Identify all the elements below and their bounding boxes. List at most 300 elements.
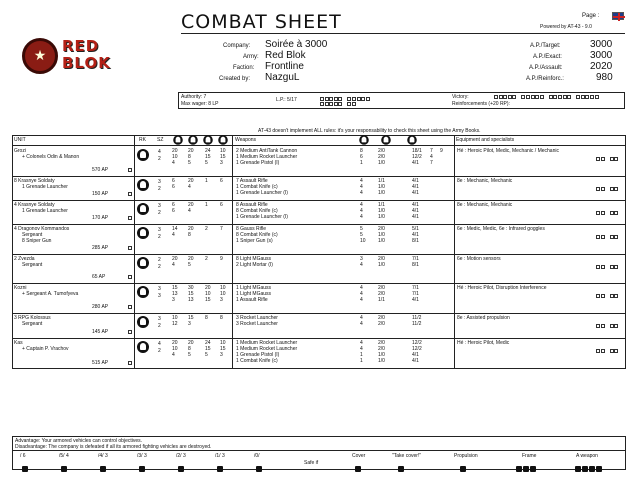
unit-sub: + Sergeant A. Tumofyeva — [22, 291, 79, 297]
unit-stat: 15 — [205, 297, 211, 303]
unit-damage-boxes[interactable] — [575, 156, 619, 161]
weapon-name: 1 Grenade Pistol (I) — [236, 160, 280, 166]
weapon-stat: 2/0 — [378, 154, 385, 160]
weapon-stat: 8 — [360, 148, 363, 154]
unit-rank-icon — [137, 286, 149, 298]
created-label: Created by: — [219, 76, 251, 82]
unit-stat: 20 — [205, 285, 211, 291]
lp-checkboxes[interactable] — [320, 96, 380, 106]
unit-sz: 2 — [158, 234, 161, 240]
unit-stat: 15 — [220, 346, 226, 352]
take-cover-dice — [398, 460, 405, 478]
weapon-stat: 2/0 — [378, 346, 385, 352]
col-weapons: Weapons — [235, 137, 257, 143]
unit-stat: 8 — [188, 346, 191, 352]
unit-ap: 170 AP — [92, 215, 109, 221]
unit-stat: 7 — [220, 226, 223, 232]
weapon-stat: 7 — [430, 148, 433, 154]
unit-ap: 280 AP — [92, 304, 109, 310]
ap-assault-label: A.P./Assault: — [529, 65, 563, 71]
weapon-name: 2 Medium AntiTank Cannon — [236, 148, 298, 154]
weapon-stat: 4/1 — [412, 208, 419, 214]
weapon-stat: 1/0 — [378, 184, 385, 190]
unit-sub: 1 Grenade Launcher — [22, 208, 68, 214]
unit-checkbox[interactable] — [128, 246, 132, 250]
range-dice — [256, 460, 263, 478]
propulsion-label: Propulsion — [454, 453, 478, 459]
weapon-stat: 9 — [440, 148, 443, 154]
unit-stat: 4 — [172, 352, 175, 358]
unit-sub: Sergeant — [22, 262, 43, 268]
unit-damage-boxes[interactable] — [575, 186, 619, 191]
unit-stat: 20 — [188, 202, 194, 208]
unit-sz: 2 — [158, 323, 161, 329]
range-dice — [22, 460, 29, 478]
unit-stat: 10 — [220, 285, 226, 291]
range-label: /0/ — [254, 453, 260, 459]
weapon-name: 1 Light MGauss — [236, 291, 272, 297]
unit-ap: 285 AP — [92, 245, 109, 251]
unit-stat: 10 — [205, 291, 211, 297]
unit-damage-boxes[interactable] — [575, 293, 619, 298]
col-unit: UNIT — [14, 137, 26, 143]
company-label: Company: — [223, 43, 251, 49]
safe-if-label: Safe if — [304, 460, 319, 466]
range-dice — [100, 460, 107, 478]
unit-damage-boxes[interactable] — [575, 348, 619, 353]
weapon-stat: 1/0 — [378, 190, 385, 196]
a-weapon-label: A weapon — [576, 453, 598, 459]
unit-stat: 5 — [205, 352, 208, 358]
unit-name: Kozni — [14, 285, 27, 291]
unit-equipment: 8e : Assisted propulsion — [457, 315, 510, 321]
weapon-stat: 1/0 — [378, 238, 385, 244]
unit-stat: 5 — [188, 160, 191, 166]
weapon-stat: 2/0 — [378, 321, 385, 327]
lp-value: L.P.: 5/17 — [276, 97, 297, 103]
unit-damage-boxes[interactable] — [575, 210, 619, 215]
unit-sz: 2 — [158, 264, 161, 270]
unit-rank-icon — [137, 149, 149, 161]
unit-sub2: 8 Sniper Gun — [22, 238, 52, 244]
unit-rank-icon — [137, 203, 149, 215]
frame-dice — [516, 460, 537, 478]
weapon-name: 1 Medium Rocket Launcher — [236, 340, 298, 346]
unit-stat: 15 — [205, 346, 211, 352]
range-label: /4/ 3 — [98, 453, 108, 459]
star-icon: ★ — [33, 47, 47, 63]
weapon-stat: 4 — [360, 208, 363, 214]
weapon-name: 1 Light MGauss — [236, 285, 272, 291]
weapon-stat: 4 — [360, 297, 363, 303]
unit-stat: 10 — [172, 154, 178, 160]
weapon-name: 1 Medium Rocket Launcher — [236, 346, 298, 352]
weapon-stat: 5 — [360, 226, 363, 232]
logo-emblem — [22, 38, 58, 74]
notice: AT-43 doesn't implement ALL rules: it's your responsability to check this sheet using the Army Books. — [258, 128, 481, 134]
unit-stat: 10 — [220, 148, 226, 154]
unit-stat: 20 — [188, 148, 194, 154]
unit-stat: 20 — [172, 256, 178, 262]
unit-stat: 10 — [172, 346, 178, 352]
unit-rank-icon — [137, 227, 149, 239]
weapon-stat: 7/1 — [412, 285, 419, 291]
unit-name: Kas — [14, 340, 23, 346]
ap-target-value: 3000 — [590, 39, 613, 50]
weapon-stat: 4/1 — [412, 232, 419, 238]
unit-stat: 6 — [220, 202, 223, 208]
range-label: /5/ 4 — [59, 453, 69, 459]
victory-label: Victory: — [452, 94, 469, 100]
weapon-stat: 4 — [360, 262, 363, 268]
unit-stat: 5 — [188, 352, 191, 358]
unit-stat: 8 — [220, 315, 223, 321]
ap-exact-label: A.P./Exact: — [533, 54, 562, 60]
armor-icon — [188, 135, 198, 145]
unit-checkbox[interactable] — [128, 168, 132, 172]
unit-sz: 2 — [158, 210, 161, 216]
unit-stat: 5 — [205, 160, 208, 166]
weapon-stat: 2/0 — [378, 285, 385, 291]
unit-ap: 150 AP — [92, 191, 109, 197]
weapon-stat: 5 — [360, 232, 363, 238]
unit-stat: 4 — [188, 208, 191, 214]
unit-rk: 3 — [158, 316, 161, 322]
company-value: Soirée à 3000 — [265, 39, 328, 50]
range-dice — [217, 460, 224, 478]
weapon-stat: 4 — [360, 321, 363, 327]
unit-stat: 20 — [172, 340, 178, 346]
unit-sub: 1 Grenade Launcher — [22, 184, 68, 190]
unit-stat: 6 — [172, 208, 175, 214]
range-label: /3/ 3 — [137, 453, 147, 459]
ap-exact-value: 3000 — [590, 50, 613, 61]
weapon-stat: 1/0 — [378, 352, 385, 358]
disadvantage: Disadvantage: The company is defeated if all its armored fighting vehicles are destroyed. — [15, 444, 212, 450]
frame-icon — [218, 135, 228, 145]
unit-sub: Sergeant — [22, 232, 43, 238]
weapon-stat: 7 — [430, 160, 433, 166]
unit-sub: + Colonels Odin & Manon — [22, 154, 80, 160]
weapon-stat: 4 — [360, 285, 363, 291]
cover-dice — [355, 460, 362, 478]
unit-stat: 9 — [220, 256, 223, 262]
unit-rk: 2 — [158, 257, 161, 263]
range-dice — [61, 460, 68, 478]
unit-stat: 20 — [188, 226, 194, 232]
unit-stat: 3 — [188, 321, 191, 327]
unit-stat: 4 — [172, 232, 175, 238]
unit-stat: 3 — [172, 297, 175, 303]
propulsion-dice — [460, 460, 467, 478]
unit-stat: 6 — [172, 178, 175, 184]
unit-stat: 8 — [205, 315, 208, 321]
unit-stat: 20 — [172, 148, 178, 154]
weapon-stat: 1/0 — [378, 160, 385, 166]
unit-stat: 15 — [172, 285, 178, 291]
unit-rk: 4 — [158, 149, 161, 155]
unit-stat: 3 — [220, 352, 223, 358]
weapon-stat: 4 — [360, 184, 363, 190]
weapon-stat: 4 — [360, 346, 363, 352]
ap-reinforce-label: A.P./Reinforc.: — [526, 76, 564, 82]
army-value: Red Blok — [265, 50, 306, 61]
weapon-stat: 1 — [360, 358, 363, 364]
unit-stat: 8 — [188, 154, 191, 160]
weapon-name: 1 Assault Rifle — [236, 297, 268, 303]
weapon-stat: 4 — [360, 315, 363, 321]
unit-name: 4 Dragonov Kommandos — [14, 226, 70, 232]
weapon-stat: 1/0 — [378, 262, 385, 268]
faction-value: Frontline — [265, 61, 304, 72]
weapon-stat: 2/0 — [378, 256, 385, 262]
weapon-stat: 4 — [360, 340, 363, 346]
unit-rank-icon — [137, 316, 149, 328]
weapon-stat: 4/1 — [412, 178, 419, 184]
unit-stat: 1 — [205, 202, 208, 208]
unit-stat: 10 — [220, 291, 226, 297]
weapon-stat: 7/1 — [412, 256, 419, 262]
unit-checkbox[interactable] — [128, 305, 132, 309]
weapon-stat: 1 — [360, 160, 363, 166]
weapon-stat: 4 — [360, 178, 363, 184]
penetration-icon — [407, 135, 417, 145]
weapon-name: 8 Light MGauss — [236, 256, 272, 262]
weapon-stat: 8/1 — [412, 238, 419, 244]
unit-stat: 20 — [188, 340, 194, 346]
army-label: Army: — [243, 54, 259, 60]
page-title: COMBAT SHEET — [181, 11, 342, 33]
weapon-name: 1 Grenade Pistol (I) — [236, 352, 280, 358]
unit-equipment: 6e : Motion sensors — [457, 256, 501, 262]
unit-rk: 4 — [158, 341, 161, 347]
weapon-stat: 4/1 — [412, 184, 419, 190]
advantage: Advantage: Your armored vehicles can control objectives. — [15, 438, 143, 444]
weapon-stat: 1/0 — [378, 232, 385, 238]
unit-stat: 2 — [205, 226, 208, 232]
unit-damage-boxes[interactable] — [575, 264, 619, 269]
faction-label: Faction: — [233, 65, 255, 71]
unit-ap: 145 AP — [92, 329, 109, 335]
weapon-stat: 4 — [430, 154, 433, 160]
unit-name: 8 Krasnye Soldaty — [14, 178, 55, 184]
unit-stat: 12 — [172, 321, 178, 327]
unit-rk: 3 — [158, 179, 161, 185]
unit-stat: 24 — [205, 148, 211, 154]
col-rk: RK — [139, 137, 146, 143]
unit-ap: 570 AP — [92, 167, 109, 173]
weapon-stat: 4/1 — [412, 160, 419, 166]
unit-rank-icon — [137, 179, 149, 191]
weapon-stat: 4 — [360, 291, 363, 297]
ap-assault-value: 2020 — [590, 61, 613, 72]
unit-name: Grozi — [14, 148, 26, 154]
unit-stat: 15 — [188, 291, 194, 297]
weapon-name: 3 Rocket Launcher — [236, 321, 278, 327]
unit-checkbox[interactable] — [128, 192, 132, 196]
unit-rk: 3 — [158, 227, 161, 233]
weapon-stat: 4/1 — [412, 358, 419, 364]
weapon-stat: 10 — [360, 238, 366, 244]
weapon-stat: 4/1 — [412, 190, 419, 196]
logo-text: RED BLOK — [62, 37, 111, 72]
cover-label: Cover — [352, 453, 366, 459]
weapon-name: 3 Rocket Launcher — [236, 315, 278, 321]
unit-damage-boxes[interactable] — [575, 323, 619, 328]
unit-stat: 4 — [188, 184, 191, 190]
weapon-stat: 1/0 — [378, 358, 385, 364]
unit-name: 3 RPG Kolossus — [14, 315, 51, 321]
unit-rk: 3 — [158, 286, 161, 292]
unit-stat: 10 — [220, 340, 226, 346]
col-equipment: Equipment and specialists — [456, 137, 515, 143]
unit-stat: 5 — [188, 262, 191, 268]
unit-checkbox[interactable] — [128, 216, 132, 220]
weapon-stat: 4 — [360, 190, 363, 196]
max-wager: Max wager: 8 LP — [181, 101, 219, 107]
unit-ap: 65 AP — [92, 274, 106, 280]
weapon-name: 1 Combat Knife (c) — [236, 358, 278, 364]
unit-rk: 3 — [158, 203, 161, 209]
page-label: Page : — [582, 13, 600, 19]
accuracy-icon — [359, 135, 369, 145]
weapon-name: 8 Assault Rifle — [236, 202, 268, 208]
unit-checkbox[interactable] — [128, 275, 132, 279]
weapon-name: 8 Combat Knife (c) — [236, 232, 278, 238]
movement-icon — [173, 135, 183, 145]
weapon-name: 8 Gauss Rifle — [236, 226, 267, 232]
range-label: /1/ 3 — [215, 453, 225, 459]
weapon-stat: 12/2 — [412, 340, 422, 346]
unit-stat: 6 — [172, 202, 175, 208]
powered-by: Powered by AT-43 - 9.0 — [540, 24, 592, 30]
weapon-stat: 7/1 — [412, 291, 419, 297]
range-dice — [178, 460, 185, 478]
weapon-stat: 4/1 — [412, 214, 419, 220]
weapon-name: 7 Assault Rifle — [236, 178, 268, 184]
weapon-stat: 18/1 — [412, 148, 422, 154]
weapon-stat: 3 — [360, 256, 363, 262]
unit-checkbox[interactable] — [128, 361, 132, 365]
unit-stat: 24 — [205, 340, 211, 346]
unit-sub: Sergeant — [22, 321, 43, 327]
unit-stat: 8 — [188, 232, 191, 238]
unit-stat: 6 — [172, 184, 175, 190]
col-sz: SZ — [157, 137, 164, 143]
weapon-stat: 2/0 — [378, 148, 385, 154]
unit-equipment: Hé : Heroic Pilot, Medic, Mechanic / Mechanic — [457, 148, 559, 154]
weapon-name: 1 Combat Knife (c) — [236, 184, 278, 190]
weapon-stat: 2/0 — [378, 291, 385, 297]
range-dice — [139, 460, 146, 478]
unit-sz: 2 — [158, 348, 161, 354]
weapon-name: 1 Grenade Launcher (I) — [236, 190, 288, 196]
weapon-stat: 1/1 — [378, 178, 385, 184]
weapon-stat: 1/1 — [378, 297, 385, 303]
unit-stat: 4 — [172, 160, 175, 166]
weapon-name: 8 Combat Knife (c) — [236, 208, 278, 214]
weapon-stat: 1/0 — [378, 208, 385, 214]
unit-damage-boxes[interactable] — [575, 234, 619, 239]
a-weapon-dice — [575, 460, 603, 478]
range-label: /2/ 3 — [176, 453, 186, 459]
weapon-name: 1 Sniper Gun (s) — [236, 238, 273, 244]
authority: Authority: 7 — [181, 94, 207, 100]
weapon-stat: 4/1 — [412, 202, 419, 208]
unit-stat: 3 — [220, 160, 223, 166]
unit-stat: 15 — [205, 154, 211, 160]
weapon-stat: 1 — [360, 352, 363, 358]
weapon-stat: 4/1 — [412, 352, 419, 358]
weapon-stat: 8/1 — [412, 262, 419, 268]
structure-icon — [203, 135, 213, 145]
weapon-name: 2 Light Mortar (I) — [236, 262, 273, 268]
frame-label: Frame — [522, 453, 537, 459]
unit-stat: 30 — [188, 285, 194, 291]
unit-stat: 13 — [172, 291, 178, 297]
victory-checkboxes[interactable] — [494, 94, 624, 99]
reinforcements-label: Reinforcements (+20 RP): — [452, 101, 510, 107]
flag-uk-icon[interactable] — [612, 12, 624, 20]
weapon-stat: 12/2 — [412, 346, 422, 352]
unit-stat: 14 — [172, 226, 178, 232]
weapon-stat: 1/0 — [378, 214, 385, 220]
unit-sz: 2 — [158, 156, 161, 162]
weapon-name: 1 Grenade Launcher (I) — [236, 214, 288, 220]
created-value: NazguL — [265, 72, 300, 83]
range-label: / 6 — [20, 453, 26, 459]
weapon-stat: 2/0 — [378, 226, 385, 232]
weapon-stat: 4/1 — [412, 297, 419, 303]
ap-target-label: A.P./Target: — [530, 43, 561, 49]
unit-sz: 3 — [158, 293, 161, 299]
unit-equipment: 6e : Medic, Medic, 6e : Infrared goggles — [457, 226, 545, 232]
weapon-stat: 6 — [360, 154, 363, 160]
unit-sub: + Captain P. Vrachov — [22, 346, 69, 352]
unit-ap: 515 AP — [92, 360, 109, 366]
unit-name: 2 Zvezda — [14, 256, 35, 262]
unit-stat: 20 — [188, 178, 194, 184]
unit-checkbox[interactable] — [128, 330, 132, 334]
weapon-stat: 11/2 — [412, 315, 422, 321]
unit-stat: 10 — [172, 315, 178, 321]
unit-equipment: 8e : Mechanic, Mechanic — [457, 178, 513, 184]
unit-sz: 2 — [158, 186, 161, 192]
unit-stat: 6 — [220, 178, 223, 184]
unit-stat: 15 — [220, 154, 226, 160]
damage-icon — [381, 135, 391, 145]
unit-stat: 13 — [188, 297, 194, 303]
unit-stat: 15 — [188, 315, 194, 321]
weapon-stat: 1/1 — [378, 202, 385, 208]
unit-equipment: Hé : Heroic Pilot, Disruption Interference — [457, 285, 547, 291]
weapon-stat: 11/2 — [412, 321, 422, 327]
unit-name: 4 Krasnye Soldaty — [14, 202, 55, 208]
take-cover-label: "Take cover!" — [392, 453, 422, 459]
unit-stat: 1 — [205, 178, 208, 184]
weapon-name: 1 Medium Rocket Launcher — [236, 154, 298, 160]
unit-stat: 3 — [220, 297, 223, 303]
unit-rank-icon — [137, 341, 149, 353]
unit-equipment: Hé : Heroic Pilot, Medic — [457, 340, 510, 346]
ap-reinforce-value: 980 — [596, 72, 613, 83]
weapon-stat: 4 — [360, 214, 363, 220]
weapon-stat: 5/1 — [412, 226, 419, 232]
unit-equipment: 8e : Mechanic, Mechanic — [457, 202, 513, 208]
unit-stat: 2 — [205, 256, 208, 262]
unit-rank-icon — [137, 257, 149, 269]
weapon-stat: 4 — [360, 202, 363, 208]
